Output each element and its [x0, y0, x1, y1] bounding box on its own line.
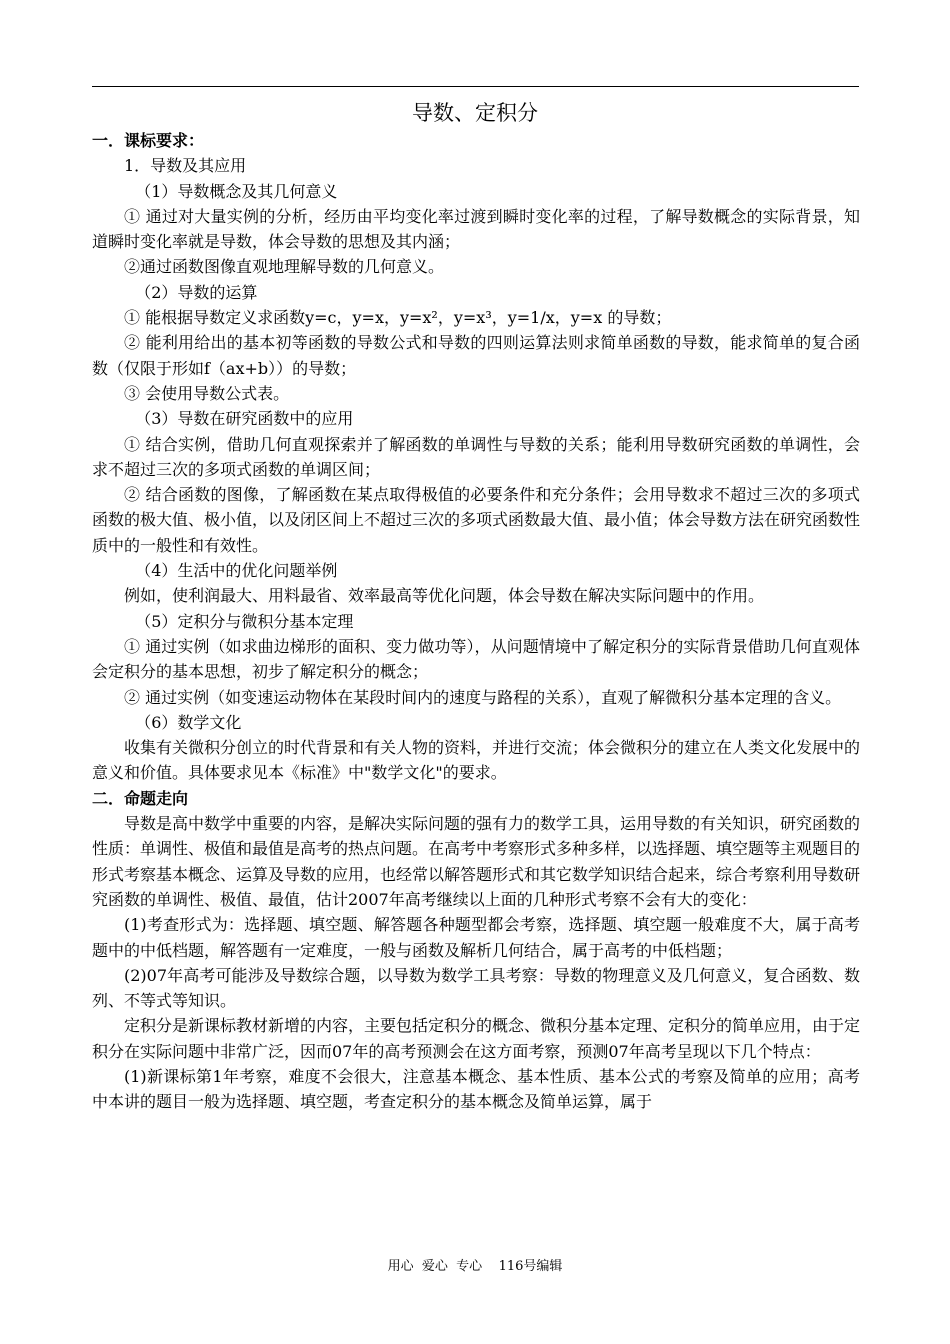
topic-heading: （5）定积分与微积分基本定理: [135, 611, 354, 631]
paragraph: 定积分是新课标教材新增的内容，主要包括定积分的概念、微积分基本定理、定积分的简单应用，由于定积分在实际问题中非常广泛，因而07年的高考预测会在这方面考察，预测07年高考呈现以下几个特点：: [92, 1016, 861, 1061]
paragraph: (2)07年高考可能涉及导数综合题，以导数为数学工具考察：导数的物理意义及几何意义，复合函数、数列、不等式等知识。: [92, 965, 860, 1011]
topic-heading: （4）生活中的优化问题举例: [135, 561, 338, 581]
paragraph: ① 通过对大量实例的分析，经历由平均变化率过渡到瞬时变化率的过程，了解导数概念的实际背景，知道瞬时变化率就是导数，体会导数的思想及其内涵；: [92, 206, 860, 252]
topic-heading: （3）导数在研究函数中的应用: [135, 409, 354, 429]
section-heading-trends: 二．命题走向: [92, 788, 189, 808]
paragraph: 例如，使利润最大、用料最省、效率最高等优化问题，体会导数在解决实际问题中的作用。: [124, 586, 765, 606]
paragraph: ① 结合实例，借助几何直观探索并了解函数的单调性与导数的关系；能利用导数研究函数的单调性，会求不超过三次的多项式函数的单调区间；: [92, 434, 860, 479]
topic-heading: （2）导数的运算: [135, 282, 258, 302]
paragraph: ③ 会使用导数公式表。: [124, 383, 290, 403]
paragraph: ① 能根据导数定义求函数y=c，y=x，y=x²，y=x³，y=1/x，y=x 的导数；: [124, 308, 672, 328]
document-body: [92, 128, 860, 1115]
paragraph: 收集有关微积分创立的时代背景和有关人物的资料，并进行交流；体会微积分的建立在人类文化发展中的意义和价值。具体要求见本《标准》中"数学文化"的要求。: [92, 738, 861, 783]
section-heading-curriculum: 一．课标要求：: [92, 131, 205, 150]
paragraph: (1)考查形式为：选择题、填空题、解答题各种题型都会考察，选择题、填空题一般难度不大，属于高考题中的中低档题，解答题有一定难度，一般与函数及解析几何结合，属于高考的中低档题；: [92, 915, 860, 960]
page-title: 导数、定积分: [412, 101, 538, 125]
paragraph: (1)新课标第1年考察，难度不会很大，注意基本概念、基本性质、基本公式的考察及简单的应用；高考中本讲的题目一般为选择题、填空题，考查定积分的基本概念及简单运算，属于: [92, 1066, 860, 1112]
header-rule: [92, 86, 859, 87]
paragraph: ② 结合函数的图像，了解函数在某点取得极值的必要条件和充分条件；会用导数求不超过三次的多项式函数的极大值、极小值，以及闭区间上不超过三次的多项式函数最大值、最小值；体会导数方法在研究函数性质中的一般性和有效性。: [92, 485, 861, 555]
subsection-heading: 1．导数及其应用: [124, 156, 247, 176]
paragraph: 导数是高中数学中重要的内容，是解决实际问题的强有力的数学工具，运用导数的有关知识，研究函数的性质：单调性、极值和最值是高考的热点问题。在高考中考察形式多种多样，以选择题、填空题等主观题目的形式考察基本概念、运算及导数的应用，也经常以解答题形式和其它数学知识结合起来，综合考察利用导数研究函数的单调性、极值、最值，估计2007年高考继续以上面的几种形式考察不会有大的变化：: [92, 814, 861, 909]
topic-heading: （1）导数概念及其几何意义: [135, 181, 338, 201]
page-footer: 用心 爱心 专心 116号编辑: [387, 1259, 563, 1274]
paragraph: ② 能利用给出的基本初等函数的导数公式和导数的四则运算法则求简单函数的导数，能求简单的复合函数（仅限于形如f（ax+b））的导数；: [92, 333, 860, 378]
paragraph: ② 通过实例（如变速运动物体在某段时间内的速度与路程的关系），直观了解微积分基本定理的含义。: [124, 687, 842, 707]
paragraph: ②通过函数图像直观地理解导数的几何意义。: [124, 257, 445, 277]
paragraph: ① 通过实例（如求曲边梯形的面积、变力做功等），从问题情境中了解定积分的实际背景借助几何直观体会定积分的基本思想，初步了解定积分的概念；: [92, 636, 860, 682]
topic-heading: （6）数学文化: [135, 712, 242, 732]
